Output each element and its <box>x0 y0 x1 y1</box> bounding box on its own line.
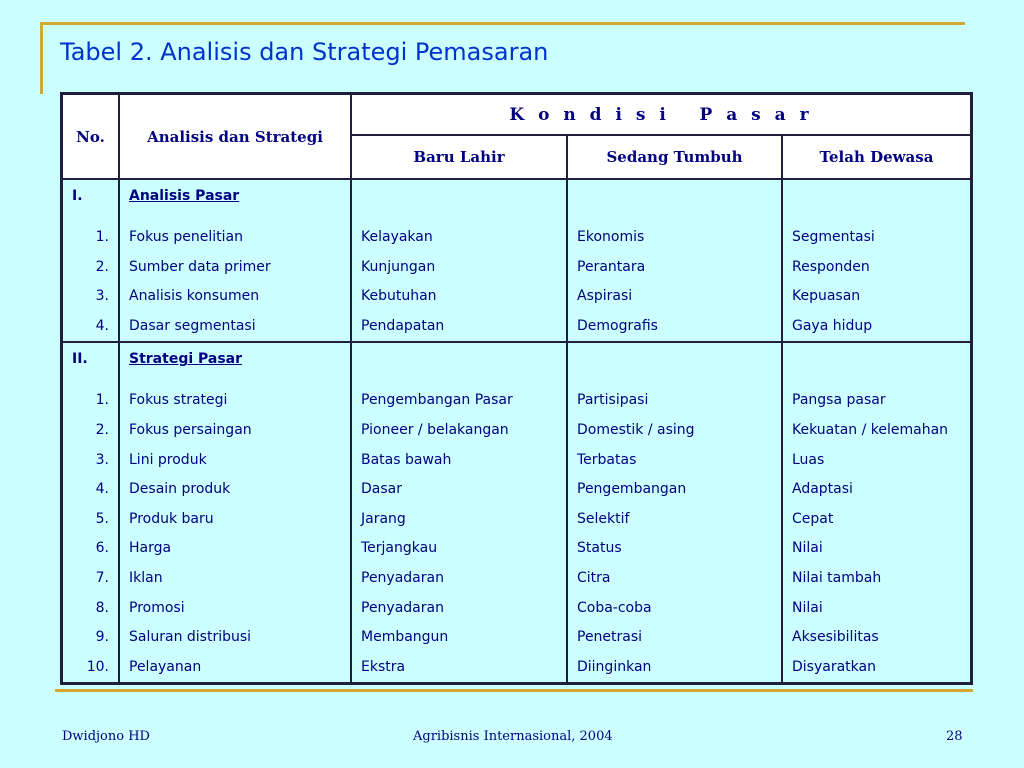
frame-line-top <box>40 22 965 25</box>
cell-sedang-tumbuh: Partisipasi <box>567 386 782 416</box>
row-item: Promosi <box>119 594 351 624</box>
frame-line-left <box>40 22 43 94</box>
row-item: Lini produk <box>119 446 351 476</box>
row-number: 4. <box>62 312 120 343</box>
cell-sedang-tumbuh: Coba-coba <box>567 594 782 624</box>
table-row <box>62 253 972 283</box>
cell-baru-lahir: Penyadaran <box>351 564 567 594</box>
cell-telah-dewasa: Aksesibilitas <box>782 623 972 653</box>
section-number: II. <box>62 342 120 372</box>
header-sedang-tumbuh: Sedang Tumbuh <box>567 135 782 179</box>
cell-sedang-tumbuh: Demografis <box>567 312 782 343</box>
row-number: 3. <box>62 446 120 476</box>
row-number: 3. <box>62 282 120 312</box>
cell-sedang-tumbuh: Selektif <box>567 505 782 535</box>
cell-baru-lahir: Penyadaran <box>351 594 567 624</box>
cell-telah-dewasa: Nilai <box>782 594 972 624</box>
row-number: 7. <box>62 564 120 594</box>
row-item: Fokus strategi <box>119 386 351 416</box>
section-label: Strategi Pasar <box>119 342 351 372</box>
cell-baru-lahir: Kelayakan <box>351 223 567 253</box>
row-item: Dasar segmentasi <box>119 312 351 343</box>
table-row <box>62 312 972 343</box>
cell-sedang-tumbuh: Status <box>567 534 782 564</box>
cell-sedang-tumbuh: Aspirasi <box>567 282 782 312</box>
cell-sedang-tumbuh: Domestik / asing <box>567 416 782 446</box>
marketing-strategy-table <box>60 92 973 685</box>
cell-baru-lahir: Ekstra <box>351 653 567 684</box>
cell-telah-dewasa: Nilai <box>782 534 972 564</box>
cell-telah-dewasa: Nilai tambah <box>782 564 972 594</box>
table-row <box>62 623 972 653</box>
row-item: Fokus penelitian <box>119 223 351 253</box>
cell-telah-dewasa: Kekuatan / kelemahan <box>782 416 972 446</box>
row-item: Produk baru <box>119 505 351 535</box>
cell-baru-lahir: Terjangkau <box>351 534 567 564</box>
table-row <box>62 594 972 624</box>
header-analysis: Analisis dan Strategi <box>119 94 351 180</box>
row-item: Fokus persaingan <box>119 416 351 446</box>
slide-title: Tabel 2. Analisis dan Strategi Pemasaran <box>60 38 549 66</box>
cell-baru-lahir: Pioneer / belakangan <box>351 416 567 446</box>
header-no: No. <box>62 94 120 180</box>
cell-telah-dewasa: Luas <box>782 446 972 476</box>
table-row <box>62 534 972 564</box>
section-row-analisis-pasar <box>62 179 972 209</box>
table-row <box>62 446 972 476</box>
cell-sedang-tumbuh: Pengembangan <box>567 475 782 505</box>
header-market-condition: K o n d i s i P a s a r <box>351 94 972 136</box>
cell-baru-lahir: Kunjungan <box>351 253 567 283</box>
frame-line-bottom <box>55 689 973 692</box>
table-row <box>62 505 972 535</box>
row-number: 10. <box>62 653 120 684</box>
cell-telah-dewasa: Cepat <box>782 505 972 535</box>
cell-baru-lahir: Kebutuhan <box>351 282 567 312</box>
table-row <box>62 282 972 312</box>
cell-sedang-tumbuh: Penetrasi <box>567 623 782 653</box>
table-row <box>62 416 972 446</box>
row-number: 5. <box>62 505 120 535</box>
row-item: Desain produk <box>119 475 351 505</box>
row-item: Harga <box>119 534 351 564</box>
row-item: Iklan <box>119 564 351 594</box>
header-telah-dewasa: Telah Dewasa <box>782 135 972 179</box>
cell-telah-dewasa: Pangsa pasar <box>782 386 972 416</box>
table-row <box>62 653 972 684</box>
row-number: 1. <box>62 223 120 253</box>
row-item: Saluran distribusi <box>119 623 351 653</box>
section-row-strategi-pasar <box>62 342 972 372</box>
row-number: 4. <box>62 475 120 505</box>
footer-course: Agribisnis Internasional, 2004 <box>413 729 613 744</box>
cell-sedang-tumbuh: Diinginkan <box>567 653 782 684</box>
cell-telah-dewasa: Disyaratkan <box>782 653 972 684</box>
row-item: Pelayanan <box>119 653 351 684</box>
footer-page-number: 28 <box>946 729 963 744</box>
cell-sedang-tumbuh: Perantara <box>567 253 782 283</box>
table-row <box>62 223 972 253</box>
cell-sedang-tumbuh: Ekonomis <box>567 223 782 253</box>
cell-telah-dewasa: Responden <box>782 253 972 283</box>
cell-baru-lahir: Jarang <box>351 505 567 535</box>
table-row <box>62 564 972 594</box>
section-number: I. <box>62 179 120 209</box>
cell-baru-lahir: Dasar <box>351 475 567 505</box>
row-number: 9. <box>62 623 120 653</box>
row-number: 6. <box>62 534 120 564</box>
row-number: 8. <box>62 594 120 624</box>
cell-baru-lahir: Membangun <box>351 623 567 653</box>
cell-telah-dewasa: Gaya hidup <box>782 312 972 343</box>
row-item: Sumber data primer <box>119 253 351 283</box>
row-number: 2. <box>62 253 120 283</box>
cell-telah-dewasa: Kepuasan <box>782 282 972 312</box>
cell-baru-lahir: Batas bawah <box>351 446 567 476</box>
table-row <box>62 475 972 505</box>
cell-telah-dewasa: Segmentasi <box>782 223 972 253</box>
row-number: 2. <box>62 416 120 446</box>
cell-sedang-tumbuh: Terbatas <box>567 446 782 476</box>
cell-baru-lahir: Pendapatan <box>351 312 567 343</box>
header-baru-lahir: Baru Lahir <box>351 135 567 179</box>
row-item: Analisis konsumen <box>119 282 351 312</box>
row-number: 1. <box>62 386 120 416</box>
cell-baru-lahir: Pengembangan Pasar <box>351 386 567 416</box>
table-row <box>62 386 972 416</box>
cell-telah-dewasa: Adaptasi <box>782 475 972 505</box>
section-label: Analisis Pasar <box>119 179 351 209</box>
footer-author: Dwidjono HD <box>62 729 150 744</box>
cell-sedang-tumbuh: Citra <box>567 564 782 594</box>
